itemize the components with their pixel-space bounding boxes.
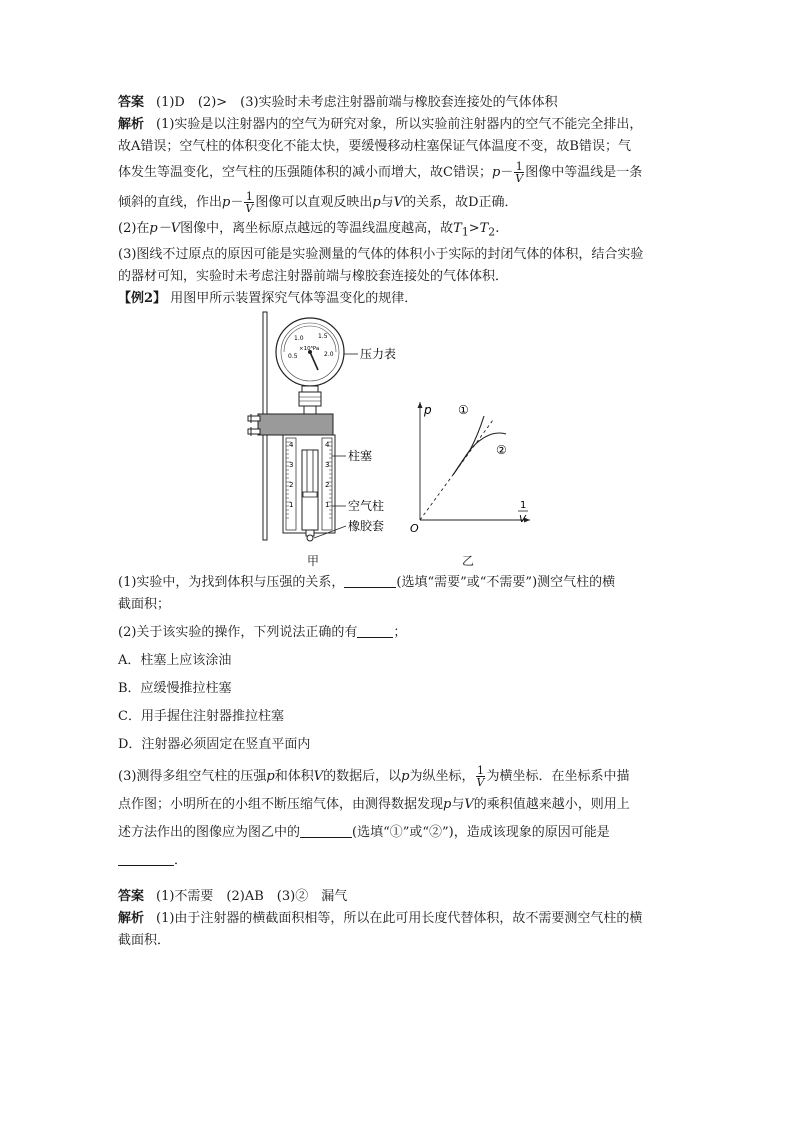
graph-y-label: p bbox=[424, 402, 432, 417]
graph-x-den: V bbox=[519, 513, 526, 525]
analysis-text: 与 bbox=[380, 195, 394, 210]
analysis-text: 的关系，故D正确． bbox=[403, 195, 518, 210]
frac-den: V bbox=[245, 202, 254, 215]
analysis-text: 图像中等温线是一条 bbox=[525, 165, 643, 180]
analysis-text: 的器材可知，实验时未考虑注射器前端与橡胶套连接处的气体体积． bbox=[118, 268, 509, 284]
caption-yi: 乙 bbox=[462, 553, 475, 568]
sub-1: 1 bbox=[461, 225, 469, 239]
question-3-line-2 bbox=[118, 794, 678, 816]
analysis-text: (2)在 bbox=[118, 221, 150, 236]
var-t2: T bbox=[479, 221, 489, 236]
var-v: V bbox=[313, 768, 324, 784]
y-axis-arrow bbox=[418, 402, 423, 408]
question-text: 的乘积值越来越小，则用上 bbox=[473, 796, 630, 812]
connector-nut bbox=[299, 392, 321, 406]
frac-num: 1 bbox=[476, 763, 484, 777]
analysis-1-line-4 bbox=[118, 188, 678, 218]
var-p: p bbox=[443, 796, 452, 812]
analysis-1-line-5 bbox=[118, 218, 678, 244]
analysis-label: 解析 bbox=[118, 117, 145, 132]
clamp-screw-bottom bbox=[248, 429, 260, 434]
frac-num: 1 bbox=[245, 190, 253, 203]
example-text: 用图甲所示装置探究气体等温变化的规律． bbox=[170, 290, 418, 306]
var-p: p bbox=[222, 195, 231, 210]
plunger-rod bbox=[307, 450, 313, 494]
gauge-tick-10: 1.0 bbox=[294, 334, 304, 342]
answer-text: (1)不需要 (2)AB (3)② 漏气 bbox=[156, 888, 348, 904]
analysis-text: 体发生等温变化，空气柱的压强随体积的减小而增大，故C错误； bbox=[118, 165, 492, 180]
scale-number: 3 bbox=[325, 460, 330, 469]
connector-neck bbox=[304, 406, 316, 414]
question-text: 与 bbox=[451, 796, 465, 812]
question-text: 截面积； bbox=[118, 596, 171, 612]
fraction-1-over-v bbox=[244, 191, 254, 214]
var-p: p bbox=[266, 768, 275, 784]
gt-sign: > bbox=[468, 221, 480, 236]
gauge-tick-05: 0.5 bbox=[288, 352, 298, 360]
var-p: p bbox=[401, 768, 410, 784]
analysis-1-line-2 bbox=[118, 136, 678, 158]
answer-blank[interactable] bbox=[344, 587, 396, 588]
page-content bbox=[118, 92, 678, 952]
frac-num: 1 bbox=[515, 160, 523, 173]
curve-2-label: ② bbox=[496, 442, 507, 457]
analysis-1-line-3 bbox=[118, 158, 678, 188]
option-d: D．注射器必须固定在竖直平面内 bbox=[118, 736, 311, 752]
graph-origin: O bbox=[410, 521, 419, 535]
question-text: 点作图；小明所在的小组不断压缩气体，由测得数据发现 bbox=[118, 796, 444, 812]
analysis-text: 图像中，离坐标原点越远的等温线温度越高，故 bbox=[180, 221, 454, 236]
question-text: (2)关于该实验的操作，下列说法正确的有 bbox=[118, 624, 358, 640]
analysis-2-line-1 bbox=[118, 908, 678, 930]
answer-text: (1)D (2)> (3)实验时未考虑注射器前端与橡胶套连接处的气体体积 bbox=[156, 95, 558, 110]
scale-number: 1 bbox=[289, 500, 294, 509]
question-text: 的数据后，以 bbox=[323, 768, 402, 784]
var-p: p bbox=[372, 195, 381, 210]
figure-apparatus-and-graph bbox=[118, 310, 678, 572]
question-3-line-1 bbox=[118, 762, 678, 792]
analysis-text: 图像可以直观反映出 bbox=[255, 195, 373, 210]
analysis-text: (3)图线不过原点的原因可能是实验测量的气体的体积小于实际的封闭气体的体积，结合实验 bbox=[118, 246, 644, 262]
scale-number: 4 bbox=[325, 440, 330, 449]
plunger-head bbox=[303, 492, 317, 497]
var-t1: T bbox=[453, 221, 462, 236]
question-1-line-2 bbox=[118, 594, 678, 616]
answer-2 bbox=[118, 886, 678, 908]
analysis-label: 解析 bbox=[118, 910, 145, 926]
question-text: (1)实验中，为找到体积与压强的关系， bbox=[118, 574, 345, 590]
question-text: ． bbox=[174, 852, 188, 868]
question-text: ； bbox=[393, 624, 407, 640]
question-text: (3)测得多组空气柱的压强 bbox=[118, 768, 267, 784]
curve-1-label: ① bbox=[458, 402, 469, 417]
frac-den: V bbox=[476, 775, 485, 789]
analysis-1-line-1 bbox=[118, 114, 678, 136]
example-2-title bbox=[118, 288, 678, 310]
fraction-1-over-v bbox=[476, 765, 486, 788]
frac-den: V bbox=[515, 172, 524, 185]
var-p: p bbox=[491, 165, 501, 180]
var-v: V bbox=[464, 796, 474, 812]
option-a: A．柱塞上应该涂油 bbox=[118, 652, 232, 668]
answer-1 bbox=[118, 92, 678, 114]
option-c: C．用手握住注射器推拉柱塞 bbox=[118, 708, 284, 724]
question-text: 为纵坐标， bbox=[409, 768, 475, 784]
gauge-unit: ×10⁵Pa bbox=[299, 345, 320, 352]
answer-blank[interactable] bbox=[118, 865, 174, 866]
minus-sign: － bbox=[500, 165, 514, 180]
answer-label: 答案 bbox=[118, 95, 145, 110]
question-1-line-1 bbox=[118, 572, 678, 594]
gauge-tick-20: 2.0 bbox=[324, 350, 334, 358]
question-text: (选填“需要”或“不需要”)测空气柱的横 bbox=[396, 574, 616, 590]
rubber-cap bbox=[307, 535, 313, 541]
analysis-1-line-7 bbox=[118, 266, 678, 288]
var-v: V bbox=[393, 195, 404, 210]
curve-1 bbox=[453, 416, 484, 475]
scale-number: 4 bbox=[289, 440, 294, 449]
question-text: 和体积 bbox=[274, 768, 314, 784]
graph-x-num: 1 bbox=[520, 499, 527, 511]
connector-top bbox=[302, 386, 318, 392]
plunger-label: 柱塞 bbox=[348, 448, 373, 463]
scale-number: 2 bbox=[325, 480, 330, 489]
question-2 bbox=[118, 622, 678, 644]
clamp-screw-top bbox=[248, 416, 260, 421]
scale-number: 1 bbox=[325, 500, 330, 509]
minus-sign: － bbox=[230, 195, 244, 210]
var-pv: p－V bbox=[149, 221, 181, 236]
figure-svg bbox=[118, 310, 678, 572]
analysis-text: 截面积． bbox=[118, 932, 171, 948]
question-text: 为横坐标．在坐标系中描 bbox=[486, 768, 630, 784]
fraction-1-over-v bbox=[514, 161, 524, 184]
air-column-label: 空气柱 bbox=[348, 498, 385, 513]
question-3-line-4 bbox=[118, 850, 678, 872]
question-3-line-3 bbox=[118, 822, 678, 844]
question-text: 述方法作出的图像应为图乙中的 bbox=[118, 824, 301, 840]
rubber-cap-label: 橡胶套 bbox=[348, 518, 385, 533]
scale-number: 3 bbox=[289, 460, 294, 469]
answer-label: 答案 bbox=[118, 888, 145, 904]
sub-2: 2 bbox=[488, 225, 496, 239]
analysis-text: (1)实验是以注射器内的空气为研究对象，所以实验前注射器内的空气不能完全排出， bbox=[156, 117, 643, 132]
gauge-label: 压力表 bbox=[360, 346, 397, 361]
question-text: (选填“①”或“②”)，造成该现象的原因可能是 bbox=[352, 824, 610, 840]
answer-blank[interactable] bbox=[300, 837, 352, 838]
period: . bbox=[495, 221, 500, 236]
option-b: B．应缓慢推拉柱塞 bbox=[118, 680, 232, 696]
example-tag: 【例2】 bbox=[118, 290, 167, 306]
analysis-text: (1)由于注射器的横截面积相等，所以在此可用长度代替体积，故不需要测空气柱的横 bbox=[156, 910, 643, 926]
analysis-text: 故A错误；空气柱的体积变化不能太快，要缓慢移动柱塞保证气体温度不变，故B错误；气 bbox=[118, 139, 631, 154]
analysis-1-line-6 bbox=[118, 244, 678, 266]
caption-jia: 甲 bbox=[307, 553, 320, 568]
analysis-text: 倾斜的直线，作出 bbox=[118, 195, 223, 210]
gauge-tick-15: 1.5 bbox=[318, 332, 328, 340]
scale-number: 2 bbox=[289, 480, 294, 489]
analysis-2-line-2 bbox=[118, 930, 678, 952]
answer-blank[interactable] bbox=[357, 637, 393, 638]
